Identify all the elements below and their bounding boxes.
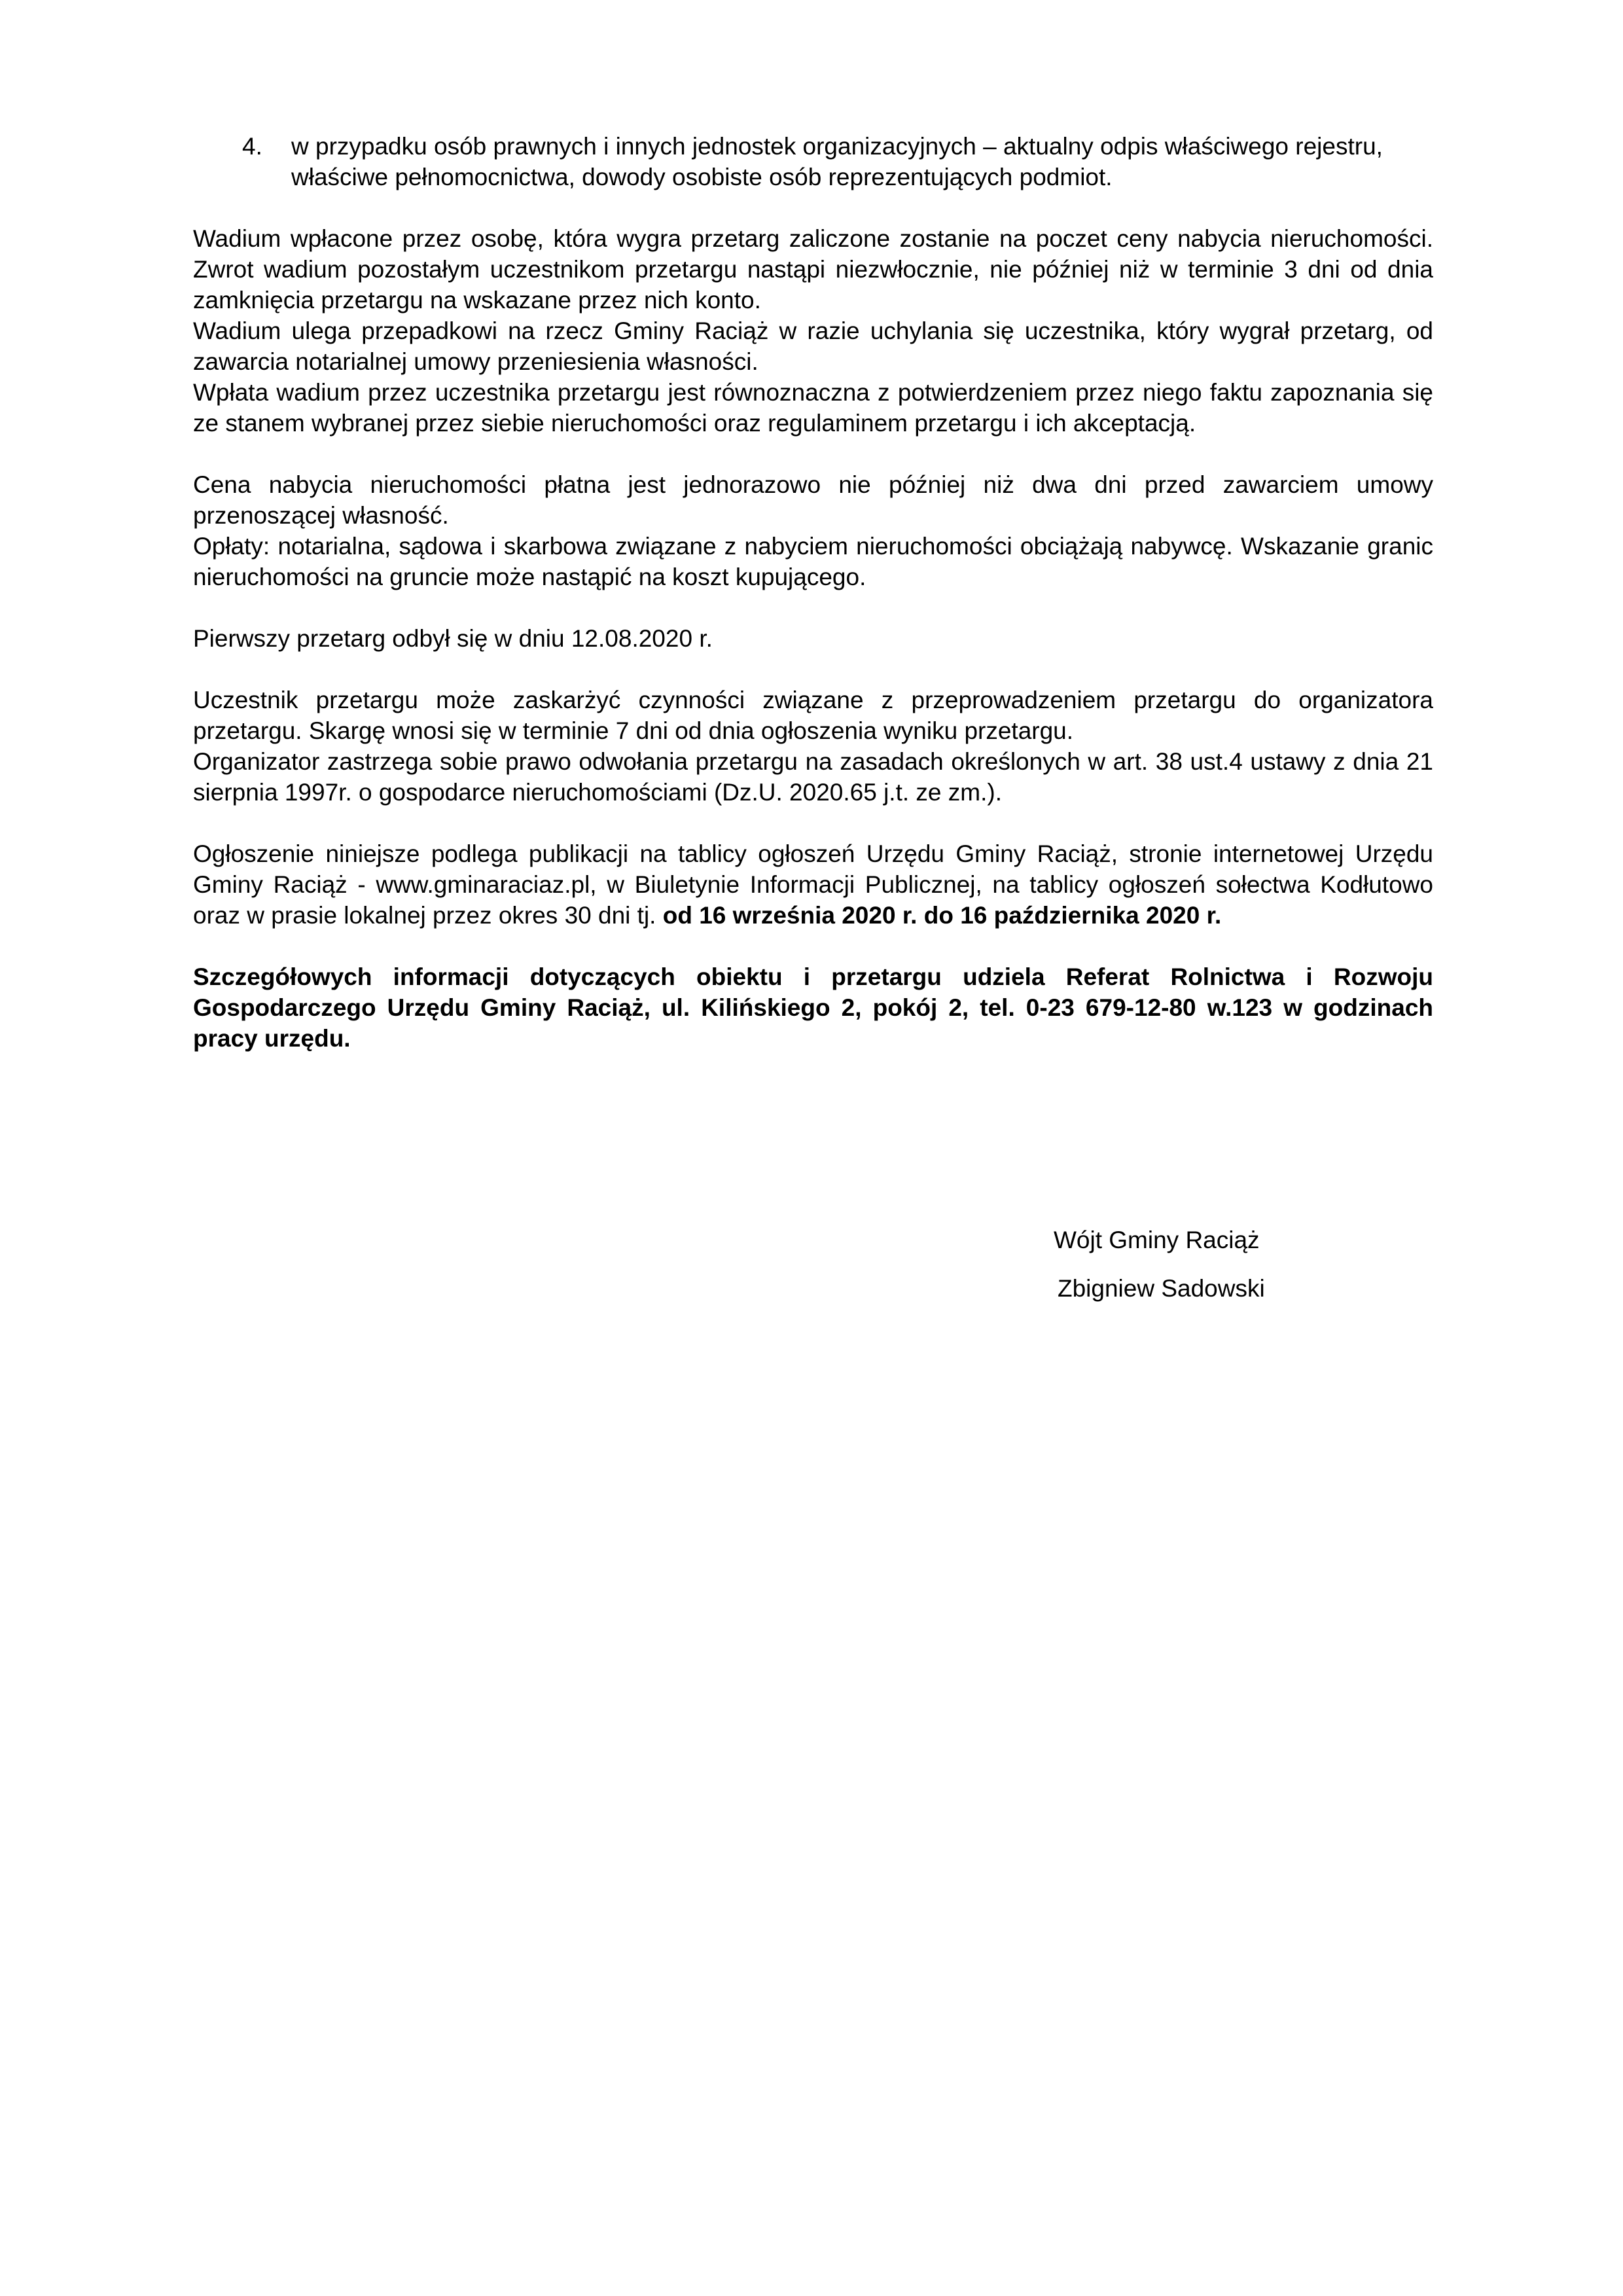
spacer	[193, 808, 1433, 838]
wadium-paragraph-2: Wadium ulega przepadkowi na rzecz Gminy Raciąż w razie uchylania się uczestnika, który wygrał przetarg, od zawarcia notarialnej umowy przeniesienia własności.	[193, 317, 1433, 375]
signature-name: Zbigniew Sadowski	[1058, 1275, 1265, 1302]
signature-block	[1054, 1216, 1265, 1313]
list-item	[242, 131, 1433, 192]
publication-text: Ogłoszenie niniejsze podlega publikacji na tablicy ogłoszeń Urzędu Gminy Raciąż, stronie internetowej Urzędu Gminy Raciąż - www.gminaraciaz.pl, w Biuletynie Informacji Publicznej, na tablicy ogłoszeń sołectwa Kodłutowo oraz w prasie lokalnej przez okres 30 dni tj.	[193, 840, 1433, 929]
spacer	[193, 192, 1433, 223]
price-paragraph: Cena nabycia nieruchomości płatna jest jednorazowo nie później niż dwa dni przed zawarciem umowy przenoszącej własność.	[193, 471, 1433, 529]
publication-paragraph	[193, 838, 1433, 931]
first-auction-paragraph: Pierwszy przetarg odbył się w dniu 12.08.2020 r.	[193, 625, 713, 652]
list-item-text: w przypadku osób prawnych i innych jednostek organizacyjnych – aktualny odpis właściwego rejestru, właściwe pełnomocnictwa, dowody osobiste osób reprezentujących podmiot.	[291, 133, 1383, 190]
spacer	[193, 654, 1433, 685]
cancellation-paragraph: Organizator zastrzega sobie prawo odwołania przetargu na zasadach określonych w art. 38 ust.4 ustawy z dnia 21 sierpnia 1997r. o gospodarce nieruchomościami (Dz.U. 2020.65 j.t. ze zm.).	[193, 748, 1433, 806]
spacer	[193, 592, 1433, 623]
complaint-paragraph: Uczestnik przetargu może zaskarżyć czynności związane z przeprowadzeniem przetargu do organizatora przetargu. Skargę wnosi się w terminie 7 dni od dnia ogłoszenia wyniku przetargu.	[193, 687, 1433, 744]
spacer	[193, 439, 1433, 469]
list-item-number: 4.	[242, 133, 262, 160]
document-body	[193, 131, 1433, 1054]
publication-dates: od 16 września 2020 r. do 16 października 2020 r.	[662, 902, 1222, 929]
signature-title: Wójt Gminy Raciąż	[1054, 1227, 1260, 1253]
contact-info-paragraph: Szczegółowych informacji dotyczących obiektu i przetargu udziela Referat Rolnictwa i Rozwoju Gospodarczego Urzędu Gminy Raciąż, ul. Kilińskiego 2, pokój 2, tel. 0-23 679-12-80 w.123 w godzinach pracy urzędu.	[193, 963, 1433, 1052]
wadium-paragraph-1: Wadium wpłacone przez osobę, która wygra przetarg zaliczone zostanie na poczet ceny nabycia nieruchomości. Zwrot wadium pozostałym uczestnikom przetargu nastąpi niezwłocznie, nie później niż w terminie 3 dni od dnia zamknięcia przetargu na wskazane przez nich konto.	[193, 225, 1433, 314]
fees-paragraph: Opłaty: notarialna, sądowa i skarbowa związane z nabyciem nieruchomości obciążają nabywcę. Wskazanie granic nieruchomości na gruncie może nastąpić na koszt kupującego.	[193, 533, 1433, 590]
spacer	[193, 931, 1433, 961]
wadium-paragraph-3: Wpłata wadium przez uczestnika przetargu jest równoznaczna z potwierdzeniem przez niego faktu zapoznania się ze stanem wybranej przez siebie nieruchomości oraz regulaminem przetargu i ich akceptacją.	[193, 379, 1433, 437]
